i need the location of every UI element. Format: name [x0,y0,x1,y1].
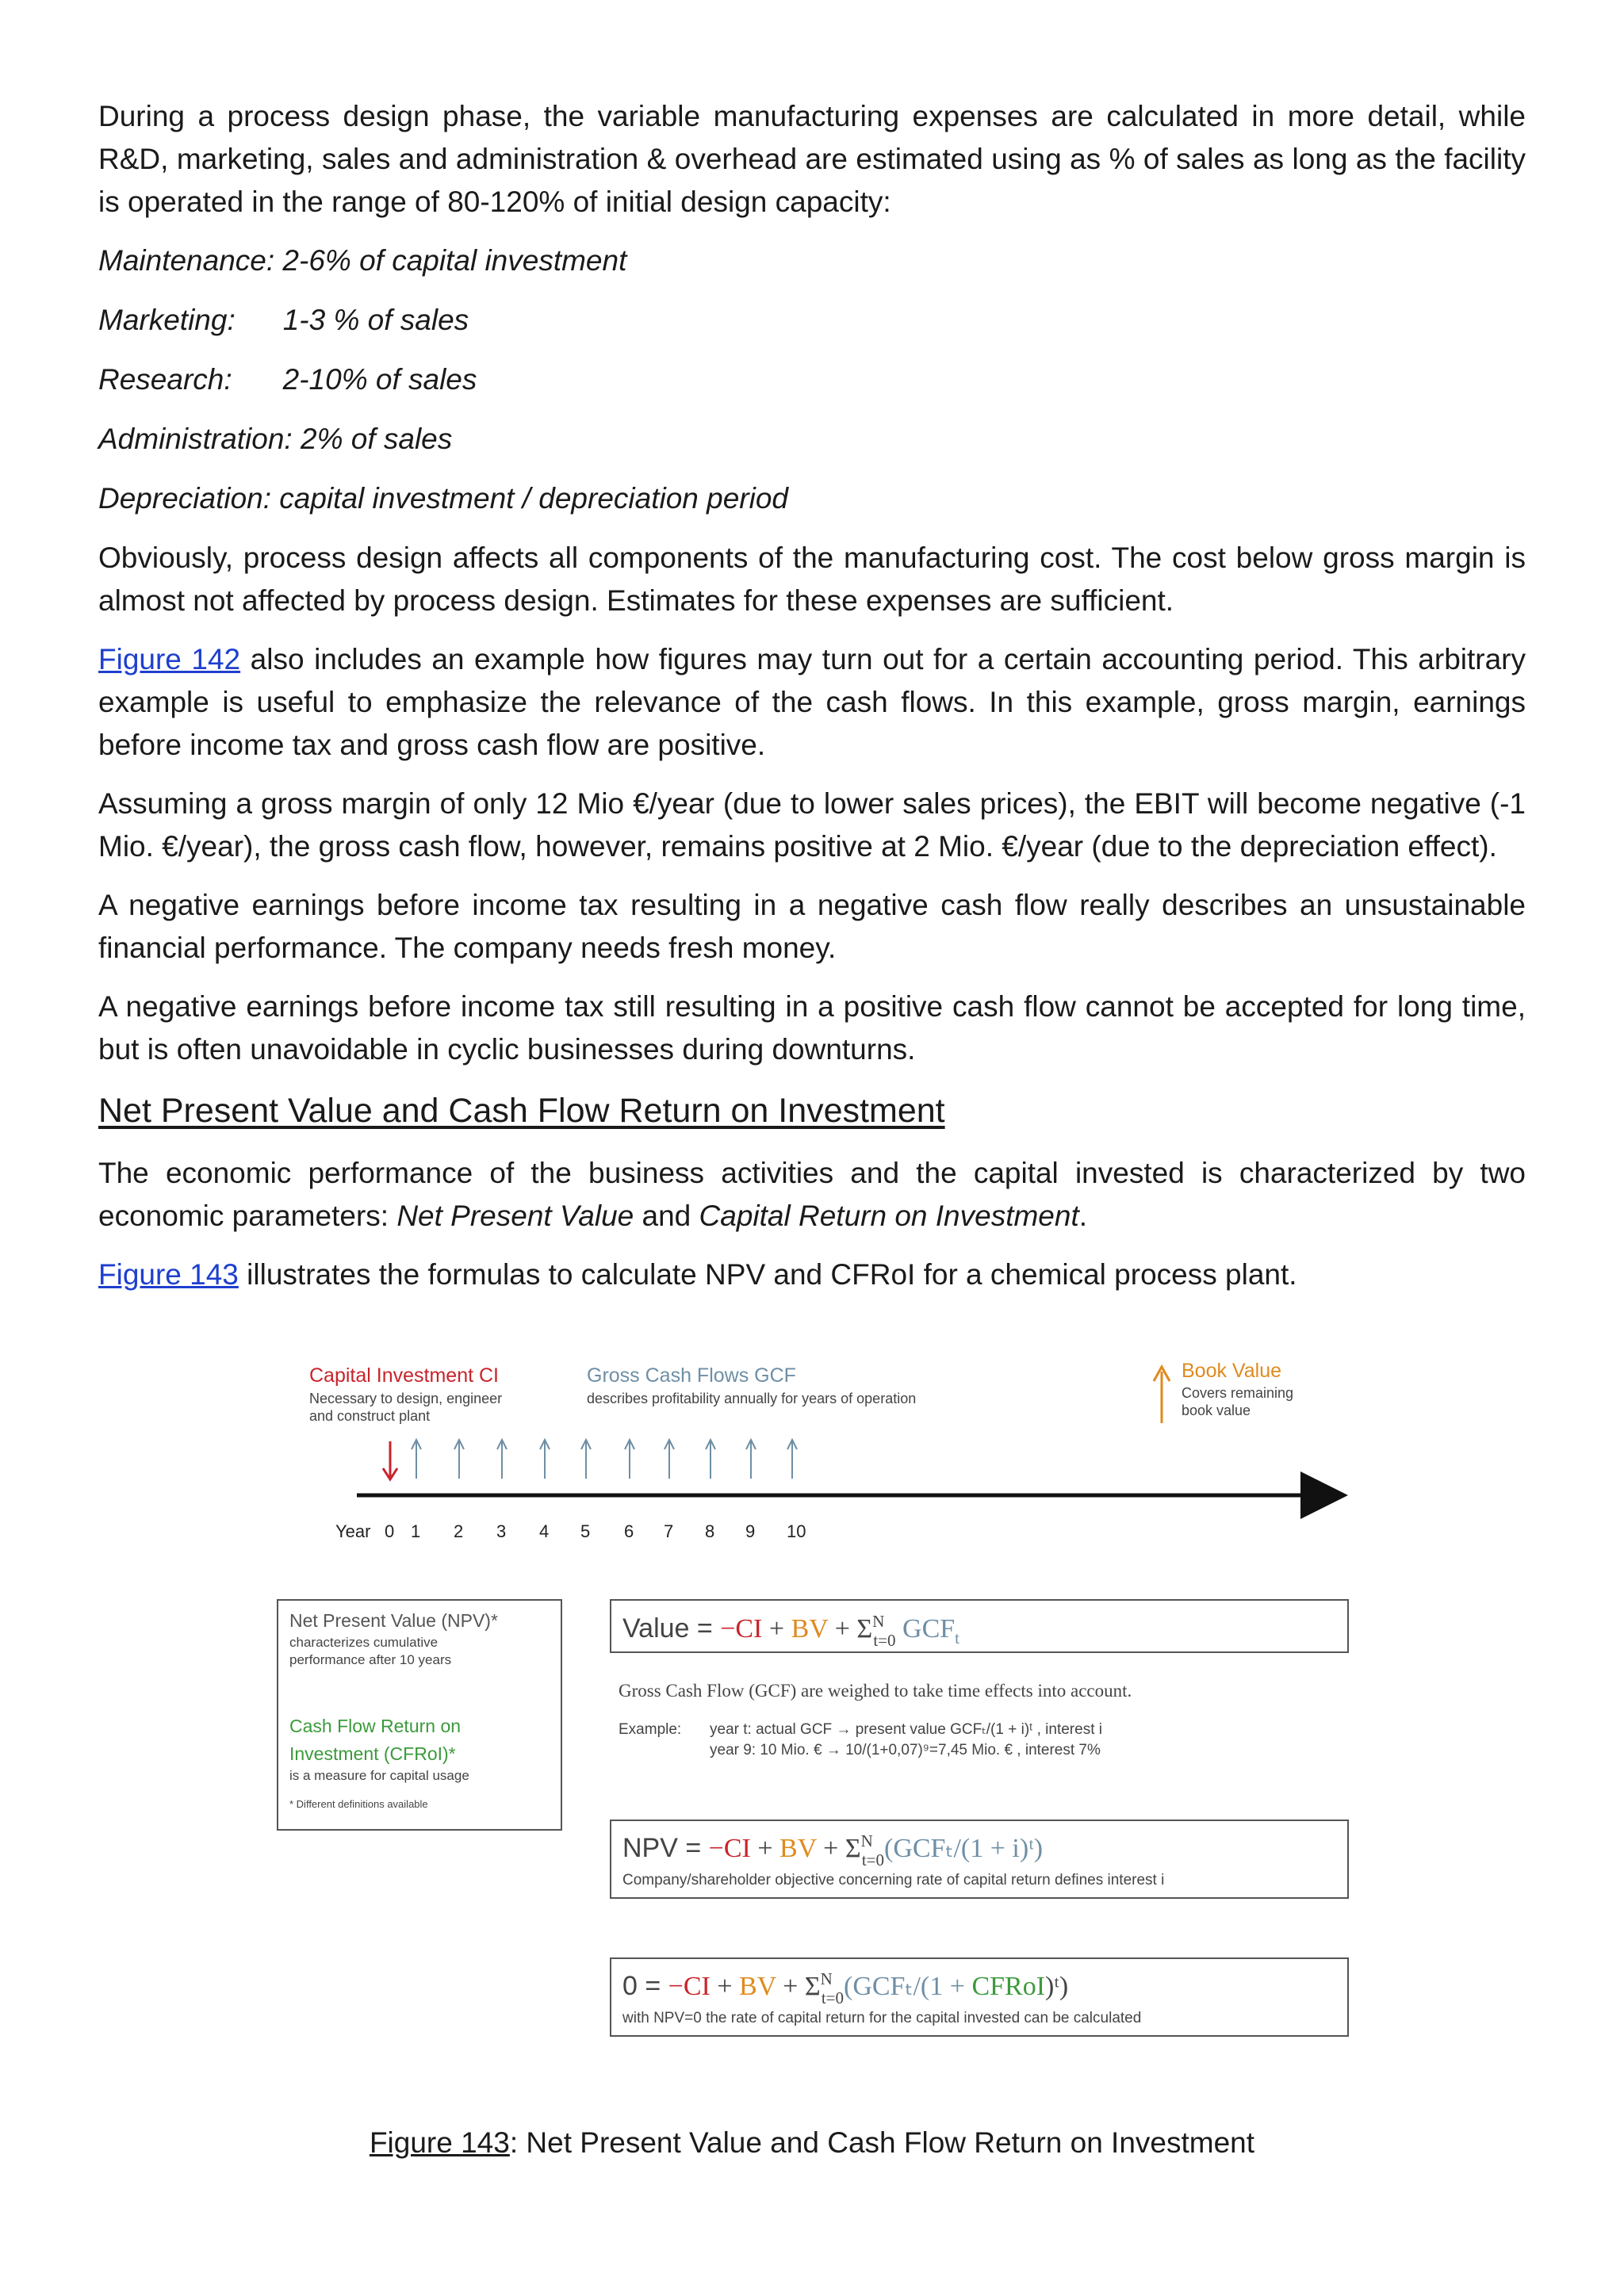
cfroi-formula-ci: −CI [668,1972,710,2001]
example-label: Example: [619,1721,682,1738]
npv-formula-lhs: NPV = [622,1833,709,1863]
cfroi-definition-desc: is a measure for capital usage [289,1768,469,1783]
gcf-arrow-up-5 [581,1440,591,1479]
value-formula-gcf-sub: t [955,1628,959,1647]
paragraph-figure-142-text: also includes an example how figures may turn out for a certain accounting period. This arbitrary example is useful to emphasize the relevance of the cash flows. In this example, gross margin, earnings before income tax and gross cash flow are positive. [98,643,1526,761]
gcf-arrow-up-10 [787,1440,797,1479]
gcf-desc: describes profitability annually for years of operation [587,1391,917,1406]
cfroi-formula-rest-b: )ᵗ) [1045,1972,1069,2001]
cfroi-definition-title-1: Cash Flow Return on [289,1716,462,1736]
figure-143-link[interactable]: Figure 143 [98,1258,239,1291]
gcf-arrow-up-2 [454,1440,464,1479]
caption-text: : Net Present Value and Cash Flow Return on Investment [509,2126,1255,2159]
section-heading: Net Present Value and Cash Flow Return on Investment [98,1092,945,1130]
period-text: . [1078,1200,1088,1232]
cfroi-formula-sum: + Σ [776,1972,821,2001]
cfroi-formula-sup: N [820,1969,833,1988]
definitions-footnote: * Different definitions available [289,1798,428,1810]
year-tick-10: 10 [787,1521,806,1541]
value-formula-plus: + [762,1614,791,1644]
year-label: Year [335,1521,371,1541]
research-label: Research: [98,363,232,396]
value-formula-lhs: Value = [622,1613,721,1644]
value-formula-sum: + Σ [828,1614,873,1644]
year-labels [385,1521,806,1541]
npv-formula-sup: N [860,1831,873,1850]
paragraph-process-design: During a process design phase, the variable manufacturing expenses are calculated in more detail, while R&D, marketing, sales and administration & overhead are estimated using as % of sales as long as the facility is operated in the range of 80-120% of initial design capacity: [98,100,1526,218]
marketing-value: 1-3 % of sales [282,304,469,336]
year-tick-1: 1 [411,1521,421,1541]
caption-figure-ref: Figure 143 [369,2126,510,2159]
administration-line: Administration: 2% of sales [98,423,453,455]
gcf-explanation: Gross Cash Flow (GCF) are weighed to take time effects into account. [619,1681,1132,1701]
example-line-1: year t: actual GCF → present value GCFₜ/(1 + i)ᵗ , interest i [710,1721,1102,1738]
year-tick-4: 4 [539,1521,550,1541]
cash-flow-arrows [383,1440,797,1479]
example-line-2: year 9: 10 Mio. € → 10/(1+0,07)⁹=7,45 Mio. € , interest 7% [710,1742,1101,1758]
cfroi-formula-plus: + [710,1972,740,2001]
value-formula-sub: t=0 [873,1631,896,1650]
ci-desc-1: Necessary to design, engineer [309,1391,503,1406]
value-formula-bv: BV [791,1614,829,1644]
ci-desc-2: and construct plant [309,1408,431,1424]
paragraph-cyclic-business: A negative earnings before income tax still resulting in a positive cash flow cannot be accepted for long time, but is often unavoidable in cyclic businesses during downturns. [98,990,1526,1066]
cri-term: Capital Return on Investment [699,1200,1079,1232]
npv-term: Net Present Value [396,1200,634,1232]
npv-formula-rest: (GCFₜ/(1 + i)ᵗ) [884,1834,1044,1863]
maintenance-line: Maintenance: 2-6% of capital investment [98,244,627,277]
economic-parameters-text: The economic performance of the business activities and the capital invested is characterized by two economic parameters: [98,1157,1526,1232]
npv-formula-bv: BV [779,1834,817,1863]
npv-definition-title: Net Present Value (NPV)* [289,1610,498,1631]
year-tick-8: 8 [705,1521,715,1541]
cfroi-formula-rest-a: (GCFₜ/(1 + [844,1972,972,2001]
gcf-arrow-up-1 [412,1440,421,1479]
and-text: and [634,1200,699,1232]
npv-formula-sum: + Σ [816,1834,861,1863]
depreciation-line: Depreciation: capital investment / depreciation period [98,482,788,515]
cfroi-formula-note: with NPV=0 the rate of capital return for the capital invested can be calculated [622,2010,1142,2026]
figure-caption [0,2122,1624,2164]
npv-formula-sub: t=0 [861,1850,884,1869]
gcf-arrow-up-3 [497,1440,507,1479]
paragraph-figure-142 [98,638,1526,767]
bv-title: Book Value [1182,1360,1282,1382]
paragraph-figure-143 [98,1253,1526,1296]
gcf-arrow-up-4 [540,1440,550,1479]
npv-definition-desc-1: characterizes cumulative [289,1635,439,1650]
npv-cfroi-figure [270,1332,1356,2061]
document-body [98,95,1526,1312]
npv-formula-ci: −CI [708,1834,751,1863]
npv-formula-plus: + [750,1834,780,1863]
cfroi-formula-lhs: 0 = [622,1971,668,2001]
figure-142-link[interactable]: Figure 142 [98,643,241,675]
npv-definition-desc-2: performance after 10 years [289,1652,452,1667]
ci-arrow-down [383,1441,397,1479]
year-tick-7: 7 [664,1521,674,1541]
year-tick-2: 2 [454,1521,464,1541]
cfroi-formula-bv: BV [739,1972,776,2001]
gcf-arrow-up-8 [706,1440,715,1479]
paragraph-gross-margin: Assuming a gross margin of only 12 Mio €/year (due to lower sales prices), the EBIT will become negative (-1 Mio. €/year), the gross cash flow, however, remains positive at 2 Mio. €/year (due to the depreciation effect). [98,787,1526,863]
year-tick-6: 6 [624,1521,634,1541]
gcf-arrow-up-9 [746,1440,756,1479]
year-tick-3: 3 [496,1521,507,1541]
year-tick-5: 5 [580,1521,591,1541]
marketing-line [98,299,1526,342]
year-tick-0: 0 [385,1521,395,1541]
ci-title: Capital Investment CI [309,1364,499,1387]
paragraph-process-design-effects: Obviously, process design affects all components of the manufacturing cost. The cost below gross margin is almost not affected by process design. Estimates for these expenses are sufficient. [98,541,1526,617]
value-formula-ci: −CI [720,1614,763,1644]
gcf-title: Gross Cash Flows GCF [587,1364,796,1387]
research-value: 2-10% of sales [282,363,477,396]
gcf-arrow-up-7 [665,1440,674,1479]
paragraph-negative-cash-flow: A negative earnings before income tax resulting in a negative cash flow really describes an unsustainable financial performance. The company needs fresh money. [98,889,1526,964]
npv-formula-note: Company/shareholder objective concerning rate of capital return defines interest i [622,1872,1165,1888]
cfroi-definition-title-2: Investment (CFRoI)* [289,1743,456,1764]
value-formula-gcf: GCF [895,1614,956,1644]
research-line [98,358,1526,401]
marketing-label: Marketing: [98,304,236,336]
value-formula-sup: N [872,1612,885,1631]
year-tick-9: 9 [745,1521,756,1541]
bv-desc-1: Covers remaining [1182,1385,1294,1401]
figure-svg [270,1332,1356,2061]
bv-desc-2: book value [1182,1402,1251,1418]
gcf-arrow-up-6 [625,1440,634,1479]
paragraph-figure-143-text: illustrates the formulas to calculate NPV and CFRoI for a chemical process plant. [238,1258,1297,1291]
cfroi-formula-cfroi: CFRoI [971,1972,1046,2001]
paragraph-economic-parameters [98,1152,1526,1238]
cfroi-formula-sub: t=0 [821,1988,844,2007]
